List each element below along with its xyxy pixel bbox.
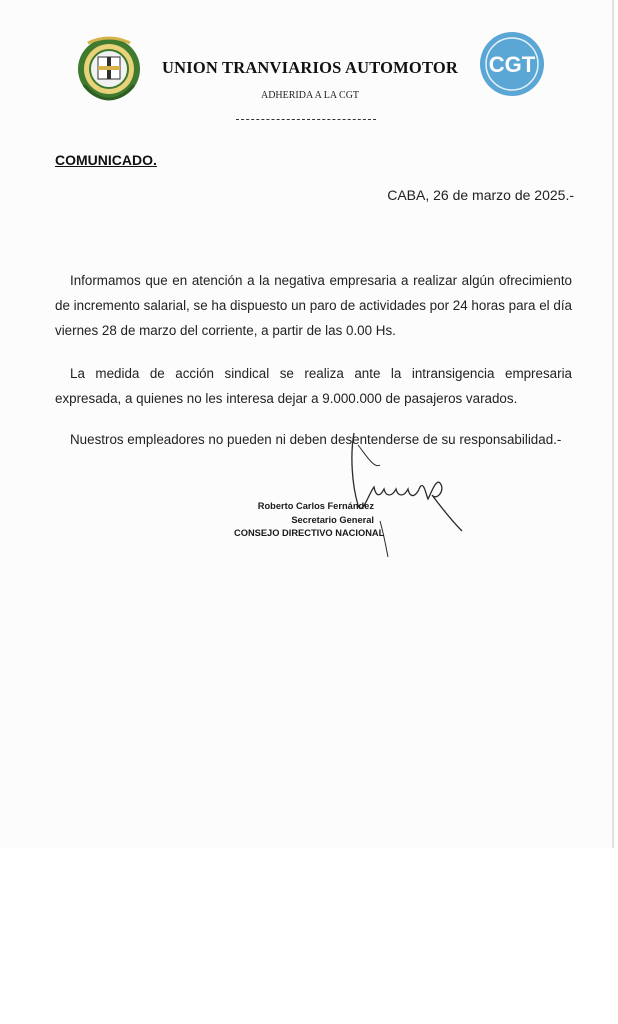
organization-affiliation: ADHERIDA A LA CGT [260,90,360,101]
paragraph-1: Informamos que en atención a la negativa empresaria a realizar algún ofrecimiento de incremento salarial, se ha dispuesto un paro de actividades por 24 horas para el día viernes 28 de marzo del corriente, a partir de las 0.00 Hs. [55,273,572,339]
document-date: CABA, 26 de marzo de 2025.- [387,187,574,203]
header-divider [236,119,376,120]
signatory-role: Secretario General [291,514,374,525]
paragraph-2: La medida de acción sindical se realiza ante la intransigencia empresaria expresada, a quienes no les interesa dejar a 9.000.000 de pasajeros varados. [55,366,572,407]
organization-name: UNION TRANVIARIOS AUTOMOTOR [161,58,459,77]
document-heading: COMUNICADO. [55,152,157,168]
signature-block [234,500,385,541]
signatory-name: Roberto Carlos Fernández [257,501,374,511]
paragraph-3: Nuestros empleadores no pueden ni deben desentenderse de su responsabilidad.- [70,432,562,448]
signatory-body: CONSEJO DIRECTIVO NACIONAL [234,528,385,538]
cgt-logo-text: CGT [488,52,536,77]
